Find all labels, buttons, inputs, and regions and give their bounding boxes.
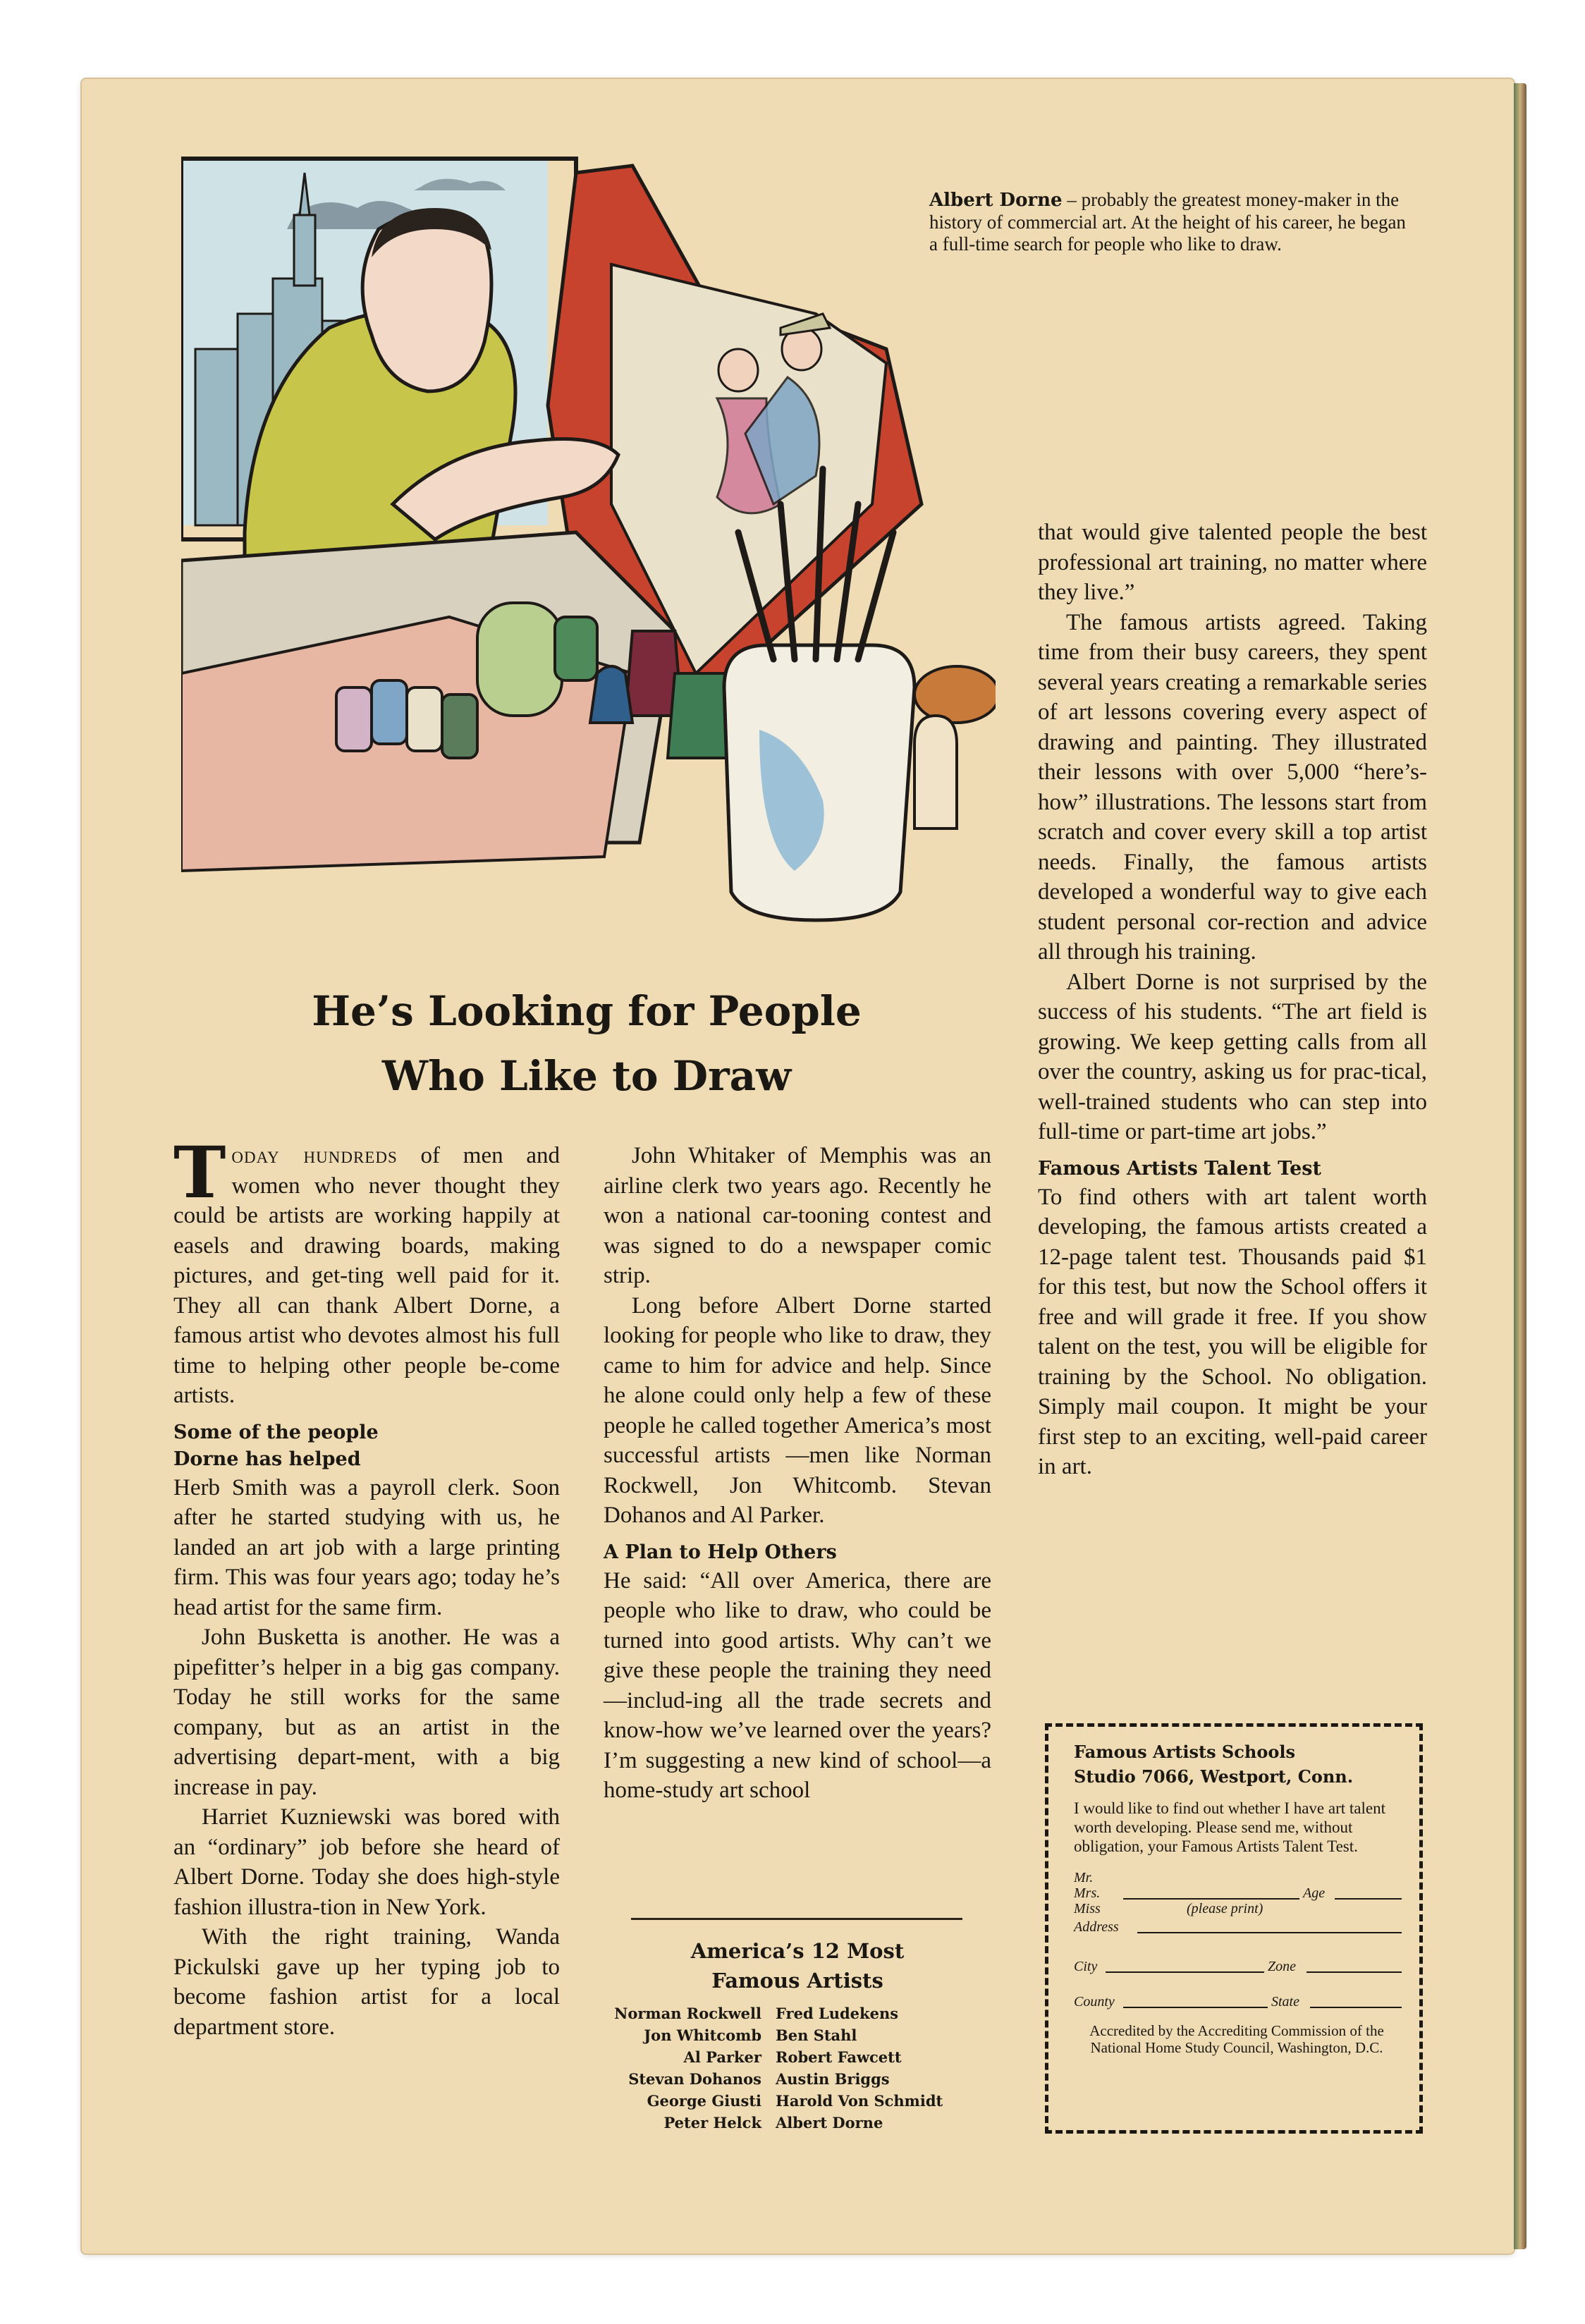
label-state: State (1271, 1994, 1299, 2010)
city-field-line[interactable] (1106, 1959, 1264, 1973)
paragraph-wanda-pickulski: With the right training, Wanda Pickulski gave up her typing job to become fashion artist for a local department store. (173, 1924, 560, 2040)
name-field-line[interactable] (1123, 1885, 1299, 1900)
artist-name: Jon Whitcomb (644, 2026, 761, 2044)
label-zone: Zone (1268, 1959, 1296, 1974)
subhead-people-helped (173, 1419, 560, 1473)
caption-text: – probably the greatest money-maker in the history of commercial art. At the height of his career, he began a full-time search for people who like to draw. (929, 189, 1406, 255)
artist-row (599, 2046, 994, 2068)
paragraph-talent-test: To find others with art talent worth developing, the famous artists created a 12-page talent test. Thousands paid $1 for this test, but now the School offers it free and will grade it free. If you show talent on the test, you will be eligible for training by the School. No obligation. Simply mail coupon. It might be your first step to an exciting, well-paid career in art. (1038, 1184, 1427, 1479)
paragraph-long-before: Long before Albert Dorne started looking for people who like to draw, they came to him for advice and help. Since he alone could only help a few of these people he called together America’s most successful artists —men like Norman Rockwell, Jon Whitcomb. Stevan Dohanos and Al Parker. (604, 1292, 991, 1528)
intro-text: of men and women who never thought they could be artists are working happily at easels and drawing boards, making pictures, and get-ting well paid for it. They all can thank Albert Dorne, a famous artist who devotes almost his full time to helping other people be-come artists. (173, 1143, 560, 1408)
artist-row (599, 2068, 994, 2090)
artist-name: George Giusti (647, 2092, 761, 2110)
artist-name: Norman Rockwell (614, 2005, 761, 2022)
paragraph-harriet-kuzniewski: Harriet Kuzniewski was bored with an “ordinary” job before she heard of Albert Dorne. Today she does high-style fashion illustra-tion in New York. (173, 1804, 560, 1920)
paragraph-herb-smith: Herb Smith was a payroll clerk. Soon after he started studying with us, he landed an art job with a large printing firm. This was four years ago; today he’s head artist for the same firm. (173, 1474, 560, 1620)
label-miss: Miss (1074, 1901, 1101, 1916)
zone-field-line[interactable] (1306, 1959, 1402, 1973)
age-field-line[interactable] (1335, 1885, 1402, 1900)
artists-list (599, 2002, 994, 2134)
intro-paragraph (173, 1131, 560, 1411)
subhead-plan: A Plan to Help Others (604, 1541, 837, 1563)
artist-name: Harold Von Schmidt (776, 2092, 943, 2110)
coupon-title-1: Famous Artists Schools (1074, 1742, 1295, 1762)
coupon-title-2: Studio 7066, Westport, Conn. (1074, 1766, 1354, 1787)
headline (181, 979, 992, 1108)
subhead-talent-test: Famous Artists Talent Test (1038, 1157, 1321, 1180)
paragraph-he-said: He said: “All over America, there are people who like to draw, who could be turned into good artists. Why can’t we give these people the training they need—includ-ing all the trade secrets and know-how we’ve learned over the years? I’m suggesting a new kind of school—a home-study art school (604, 1567, 991, 1803)
drop-cap: T (173, 1131, 226, 1214)
label-address: Address (1074, 1919, 1119, 1935)
artist-row (599, 2112, 994, 2134)
mail-coupon (1045, 1723, 1423, 2134)
state-field-line[interactable] (1310, 1994, 1402, 2008)
coupon-body: I would like to find out whether I have art talent worth developing. Please send me, without obligation, your Famous Artists Talent Test. (1074, 1799, 1385, 1855)
label-age: Age (1303, 1885, 1326, 1901)
artist-name: Austin Briggs (776, 2070, 890, 2088)
artists-title-line-1: America’s 12 Most (690, 1939, 905, 1963)
address-field-line[interactable] (1137, 1919, 1402, 1933)
article-column-1 (173, 1131, 560, 2042)
label-city: City (1074, 1959, 1098, 1974)
artist-name: Stevan Dohanos (628, 2070, 761, 2088)
paragraph-john-busketta: John Busketta is another. He was a pipefitter’s helper in a big gas company. Today he still works for the same company, but as an artist in the advertising depart-ment, with a big increase in pay. (173, 1625, 560, 1800)
subhead-line-2: Dorne has helped (173, 1448, 361, 1470)
artists-title-line-2: Famous Artists (711, 1969, 883, 1993)
artist-row (599, 2090, 994, 2112)
coupon-fields (1074, 1870, 1400, 2010)
lead-words: oday hundreds (231, 1143, 398, 1168)
artists-list-title (604, 1936, 991, 1995)
paragraph-famous-artists-agreed: The famous artists agreed. Taking time from their busy careers, they spent several years creating a remarkable series of art lessons covering every aspect of drawing and painting. They illustrated their lessons with over 5,000 “here’s-how” illustrations. The lessons start from scratch and cover every skill a top artist needs. Finally, the famous artists developed a wonderful way to give each student personal cor-rection and advice all through his training. (1038, 609, 1427, 965)
artist-illustration (181, 137, 996, 962)
label-county: County (1074, 1994, 1115, 2010)
article-column-2 (604, 1141, 991, 1806)
label-mrs: Mrs. (1074, 1885, 1101, 1901)
caption-name: Albert Dorne (929, 190, 1063, 211)
article-column-3 (1038, 518, 1427, 1482)
county-field-line[interactable] (1123, 1994, 1268, 2008)
artist-name: Albert Dorne (776, 2114, 883, 2132)
artist-name: Ben Stahl (776, 2026, 857, 2044)
artist-name: Peter Helck (663, 2114, 761, 2132)
headline-line-2: Who Like to Draw (381, 1052, 792, 1100)
artist-name: Al Parker (683, 2048, 761, 2066)
please-print-note: (please print) (1187, 1901, 1263, 1916)
accreditation-note: Accredited by the Accrediting Commission of the National Home Study Council, Washington, D.C. (1089, 2022, 1384, 2056)
label-mr: Mr. (1074, 1870, 1094, 1885)
artist-row (599, 2002, 994, 2024)
headline-line-1: He’s Looking for People (312, 987, 862, 1035)
divider-rule (631, 1918, 962, 1920)
paragraph-john-whitaker: John Whitaker of Memphis was an airline clerk two years ago. Recently he won a national car-tooning contest and was signed to do a newspaper comic strip. (604, 1143, 991, 1288)
artist-row (599, 2024, 994, 2046)
artist-name: Robert Fawcett (776, 2048, 902, 2066)
artist-name: Fred Ludekens (776, 2005, 899, 2022)
illustration-caption (929, 189, 1409, 255)
page-spine-edge (1514, 83, 1526, 2249)
paragraph-continued: that would give talented people the best professional art training, no matter where they live.” (1038, 520, 1427, 605)
subhead-line-1: Some of the people (173, 1421, 379, 1443)
paragraph-not-surprised: Albert Dorne is not surprised by the success of his students. “The art field is growing. We keep getting calls from all over the country, asking us for prac-tical, well-trained students who can step into full-time or part-time art jobs.” (1038, 969, 1427, 1144)
